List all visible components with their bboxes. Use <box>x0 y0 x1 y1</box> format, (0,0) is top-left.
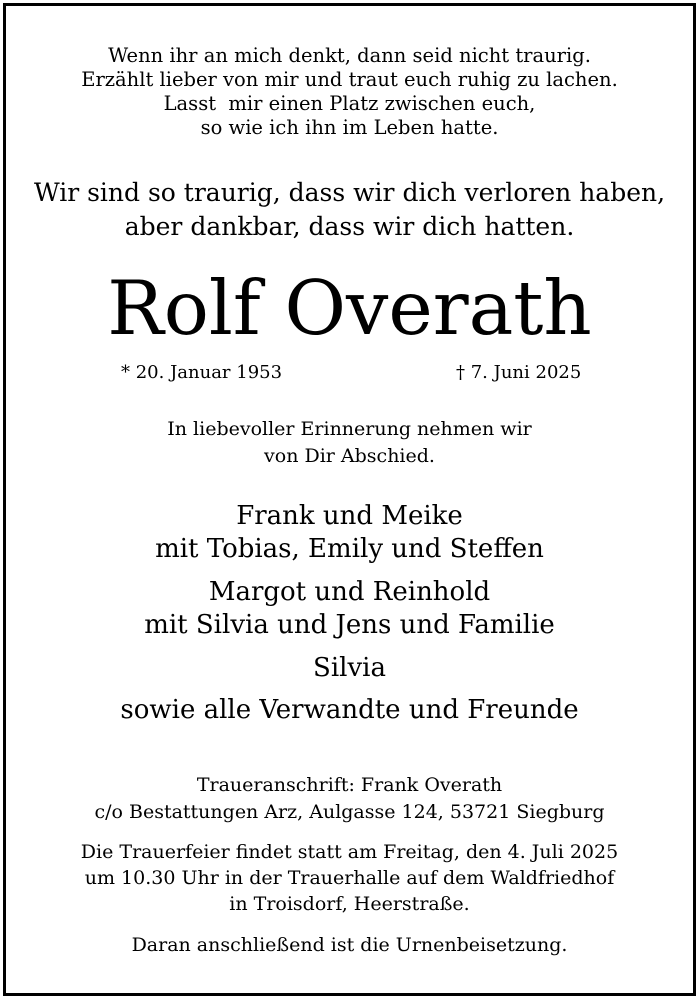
poem-line: so wie ich ihn im Leben hatte. <box>200 116 499 139</box>
address-line: Traueranschrift: Frank Overath <box>196 774 503 796</box>
ceremony-line: um 10.30 Uhr in der Trauerhalle auf dem Waldfriedhof <box>84 867 615 889</box>
mourners-list <box>6 500 693 737</box>
mourner-line: sowie alle Verwandte und Freunde <box>120 695 579 725</box>
urn-burial-note: Daran anschließend ist die Urnenbeisetzung. <box>131 934 568 956</box>
quote-line: Wir sind so traurig, dass wir dich verloren haben, <box>33 178 666 207</box>
ceremony-line: in Troisdorf, Heerstraße. <box>229 893 470 915</box>
mourner-group <box>6 652 693 685</box>
address-line: c/o Bestattungen Arz, Aulgasse 124, 53721 Siegburg <box>94 801 605 823</box>
farewell-line: In liebevoller Erinnerung nehmen wir <box>167 418 532 440</box>
mourner-line: Silvia <box>313 653 386 683</box>
poem-line: Lasst mir einen Platz zwischen euch, <box>163 92 536 115</box>
death-date: † 7. Juni 2025 <box>456 362 582 383</box>
mourner-line: mit Tobias, Emily und Steffen <box>155 534 544 564</box>
ceremony-line: Die Trauerfeier findet statt am Freitag, den 4. Juli 2025 <box>80 841 619 863</box>
mourning-address <box>6 772 693 826</box>
mourner-line: mit Silvia und Jens und Familie <box>144 610 555 640</box>
mourner-group <box>6 694 693 727</box>
mourner-group <box>6 576 693 642</box>
mourner-line: Frank und Meike <box>236 501 463 531</box>
mourner-line: Margot und Reinhold <box>208 577 491 607</box>
poem-verse <box>6 44 693 140</box>
farewell-line: von Dir Abschied. <box>264 445 435 467</box>
obituary-frame <box>3 3 696 996</box>
ceremony-details <box>6 839 693 917</box>
birth-date: * 20. Januar 1953 <box>121 362 283 383</box>
mourner-group <box>6 500 693 566</box>
poem-line: Wenn ihr an mich denkt, dann seid nicht traurig. <box>108 44 591 67</box>
mourning-quote <box>6 176 693 244</box>
poem-line: Erzählt lieber von mir und traut euch ruhig zu lachen. <box>81 68 618 91</box>
quote-line: aber dankbar, dass wir dich hatten. <box>124 212 575 241</box>
farewell-text <box>6 416 693 470</box>
deceased-name: Rolf Overath <box>107 264 592 352</box>
